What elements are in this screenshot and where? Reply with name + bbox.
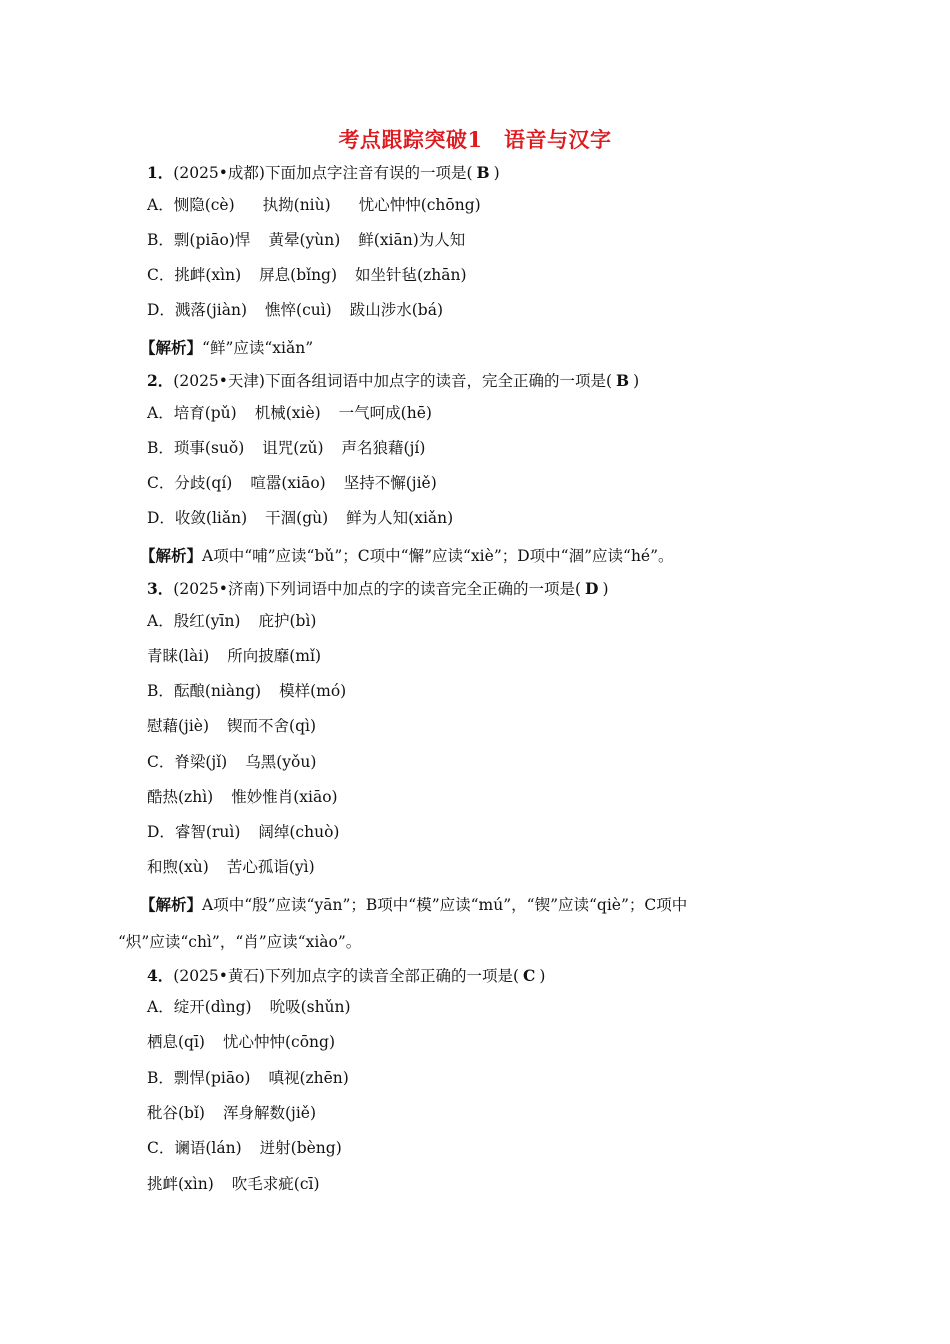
option-item: D．睿智(ruì)	[147, 823, 241, 841]
option-a-line2	[147, 1032, 335, 1052]
paren-close: )	[493, 164, 500, 182]
analysis-text: A项中“哺”应读“bǔ”；C项中“懈”应读“xiè”；D项中“涸”应读“hé”。	[202, 547, 674, 565]
analysis	[140, 895, 687, 915]
option-item: 所向披靡(mǐ)	[227, 647, 321, 665]
option-a-line2	[147, 646, 321, 666]
option-item: C．挑衅(xìn)	[147, 266, 242, 284]
analysis	[140, 338, 313, 358]
option-a-line1	[147, 997, 351, 1017]
question-number: 2．	[147, 371, 174, 390]
option-item: 屏息(bǐng)	[259, 266, 338, 284]
option-item: 执拗(niù)	[262, 196, 331, 214]
option-c	[147, 473, 437, 493]
option-item: A．绽开(dìng)	[147, 998, 252, 1016]
option-c-line2	[147, 787, 338, 807]
option-item: C．分歧(qí)	[147, 474, 233, 492]
option-item: 忧心忡忡(cōng)	[222, 1033, 335, 1051]
option-item: 浑身解数(jiě)	[222, 1104, 317, 1122]
option-item: B．酝酿(niàng)	[147, 682, 262, 700]
analysis-tag: 【解析】	[140, 338, 203, 357]
option-b-line1	[147, 1068, 349, 1088]
option-item: 青睐(lài)	[147, 647, 210, 665]
option-item: 栖息(qī)	[147, 1033, 205, 1051]
option-item: 一气呵成(hē)	[338, 404, 432, 422]
page-title: 考点跟踪突破1 语音与汉字	[338, 127, 612, 152]
analysis-text: “鲜”应读“xiǎn”	[202, 339, 314, 357]
option-item: 吮吸(shǔn)	[269, 998, 351, 1016]
option-item: C．谰语(lán)	[147, 1139, 242, 1157]
option-item: 如坐针毡(zhān)	[355, 266, 467, 284]
option-item: 喧嚣(xiāo)	[250, 474, 326, 492]
option-a-line1	[147, 611, 316, 631]
option-item: B．剽(piāo)悍	[147, 231, 251, 249]
option-b-line2	[147, 1103, 316, 1123]
option-d	[147, 300, 443, 320]
option-item: 嗔视(zhēn)	[268, 1069, 349, 1087]
option-item: A．恻隐(cè)	[147, 196, 235, 214]
option-item: 惟妙惟肖(xiāo)	[231, 788, 338, 806]
option-b	[147, 438, 425, 458]
option-item: 秕谷(bǐ)	[147, 1104, 205, 1122]
option-item: 鲜(xiān)为人知	[358, 231, 466, 249]
option-item: 鲜为人知(xiǎn)	[346, 509, 454, 527]
analysis-text: A项中“殷”应读“yān”；B项中“模”应读“mú”，“锲”应读“qiè”；C项中	[202, 896, 688, 914]
option-item: 声名狼藉(jí)	[341, 439, 426, 457]
question-number: 3．	[147, 579, 174, 598]
option-item: D．收敛(liǎn)	[147, 509, 248, 527]
option-item: 和煦(xù)	[147, 858, 209, 876]
question-number: 4．	[147, 966, 174, 985]
analysis-continued	[118, 932, 361, 952]
option-item: 乌黑(yǒu)	[245, 753, 317, 771]
option-item: B．剽悍(piāo)	[147, 1069, 251, 1087]
answer: C	[523, 966, 536, 985]
option-item: 跋山涉水(bá)	[349, 301, 443, 319]
option-item: 挑衅(xìn)	[147, 1175, 214, 1193]
analysis	[140, 546, 674, 566]
option-item: 模样(mó)	[279, 682, 347, 700]
analysis-tag: 【解析】	[140, 895, 203, 914]
option-item: A．培育(pǔ)	[147, 404, 237, 422]
question-text: (2025•黄石)下列加点字的读音全部正确的一项是(	[173, 967, 520, 985]
option-item: 坚持不懈(jiě)	[343, 474, 437, 492]
option-item: 迸射(bèng)	[259, 1139, 342, 1157]
option-a	[147, 195, 481, 215]
paren-close: )	[539, 967, 546, 985]
option-item: C．脊梁(jǐ)	[147, 753, 228, 771]
option-c-line1	[147, 752, 316, 772]
option-b-line2	[147, 716, 316, 736]
option-a	[147, 403, 432, 423]
question-1-stem	[147, 163, 500, 183]
option-item: 忧心忡忡(chōng)	[358, 196, 481, 214]
option-c-line1	[147, 1138, 342, 1158]
option-c	[147, 265, 467, 285]
option-b	[147, 230, 465, 250]
question-2-stem	[147, 371, 639, 391]
paren-close: )	[633, 372, 640, 390]
option-item: D．溅落(jiàn)	[147, 301, 248, 319]
answer: B	[616, 371, 630, 390]
analysis-text: “炽”应读“chì”，“肖”应读“xiào”。	[118, 933, 362, 951]
option-item: B．琐事(suǒ)	[147, 439, 245, 457]
option-item: 憔悴(cuì)	[265, 301, 332, 319]
option-item: 诅咒(zǔ)	[262, 439, 324, 457]
option-item: A．殷红(yīn)	[147, 612, 241, 630]
answer: B	[476, 163, 490, 182]
option-b-line1	[147, 681, 346, 701]
question-text: (2025•成都)下面加点字注音有误的一项是(	[173, 164, 473, 182]
question-text: (2025•天津)下面各组词语中加点字的读音，完全正确的一项是(	[173, 372, 613, 390]
option-item: 阔绰(chuò)	[258, 823, 340, 841]
option-item: 苦心孤诣(yì)	[226, 858, 315, 876]
analysis-tag: 【解析】	[140, 546, 203, 565]
option-item: 机械(xiè)	[254, 404, 321, 422]
option-item: 干涸(gù)	[265, 509, 329, 527]
answer: D	[585, 579, 599, 598]
question-3-stem	[147, 579, 609, 599]
option-d	[147, 508, 453, 528]
option-item: 慰藉(jiè)	[147, 717, 210, 735]
option-d-line2	[147, 857, 315, 877]
option-item: 锲而不舍(qì)	[227, 717, 317, 735]
option-item: 庇护(bì)	[258, 612, 317, 630]
option-d-line1	[147, 822, 339, 842]
question-number: 1．	[147, 163, 174, 182]
question-text: (2025•济南)下列词语中加点的字的读音完全正确的一项是(	[173, 580, 582, 598]
question-4-stem	[147, 966, 545, 986]
paren-close: )	[602, 580, 609, 598]
option-c-line2	[147, 1174, 320, 1194]
option-item: 酷热(zhì)	[147, 788, 214, 806]
option-item: 黄晕(yùn)	[268, 231, 341, 249]
option-item: 吹毛求疵(cī)	[231, 1175, 320, 1193]
